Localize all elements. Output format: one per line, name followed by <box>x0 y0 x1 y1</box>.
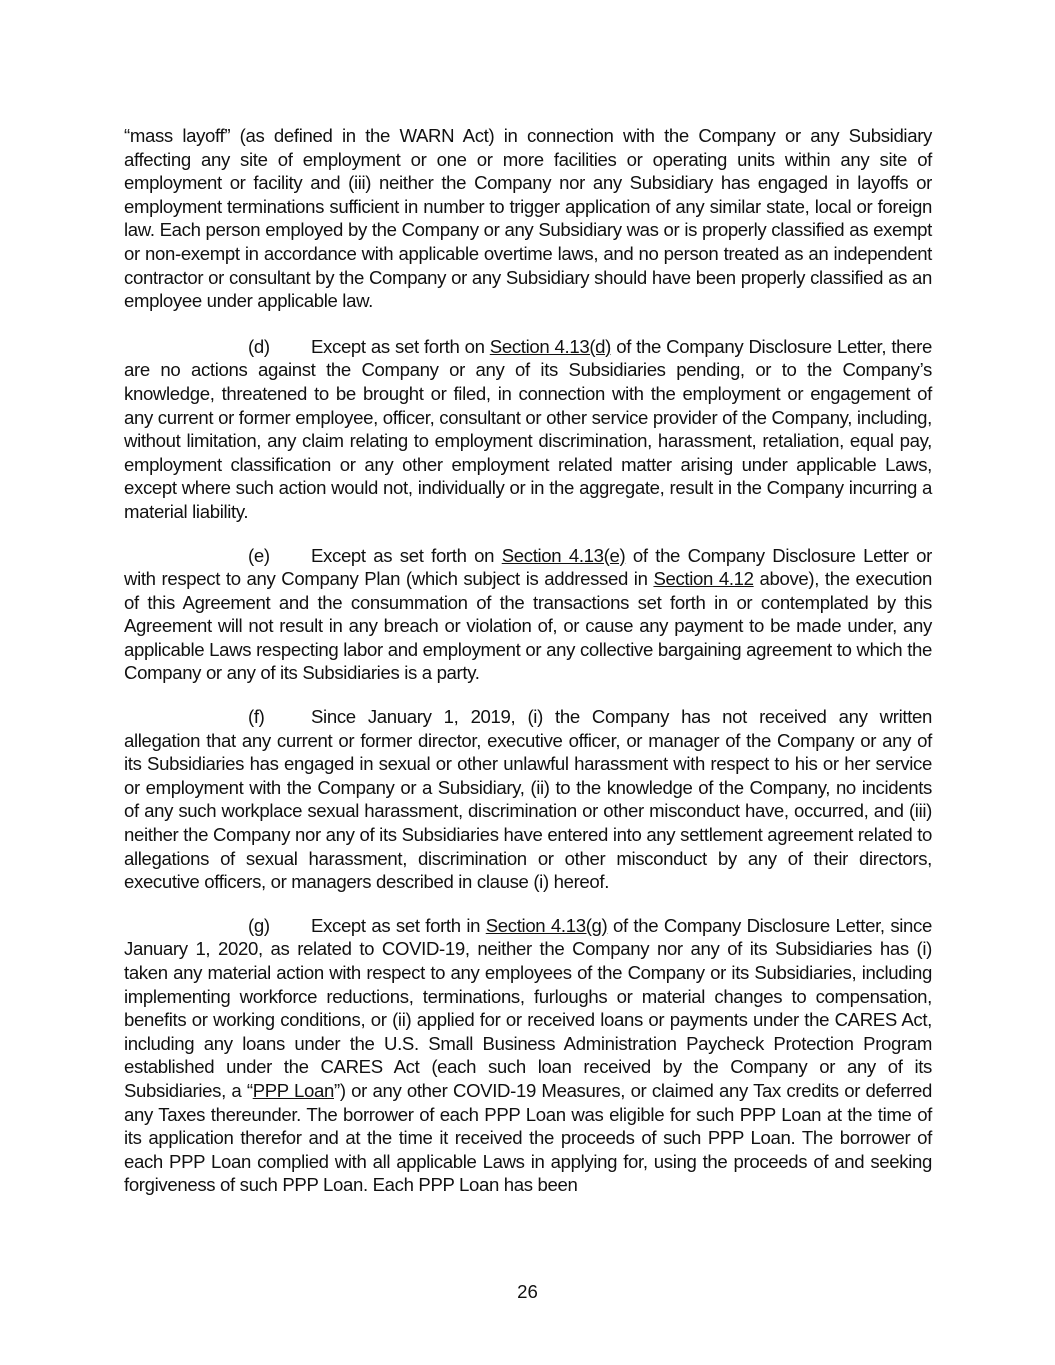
section-ref-4-13-g: Section 4.13(g) <box>485 914 608 936</box>
paragraph-g-label: (g) <box>248 914 270 936</box>
paragraph-f-text-1: Since January 1, 2019, (i) the Company has not received any written allegation that any current or former director, executive officer, or manager of the Company or any of its Subsidiaries has engaged in sexual or other unlawful harassment with respect to his or her service or employment with the Company or a Subsidiary, (ii) to the knowledge of the Company, no incidents of any such workplace sexual harassment, discrimination or other misconduct have, occurred, and (iii) neither the Company nor any of its Subsidiaries have entered into any settlement agreement related to allegations of sexual harassment, discrimination or other misconduct by any of their directors, executive officers, or managers described in clause (i) hereof. <box>124 706 932 893</box>
defined-term-ppp-loan: PPP Loan <box>252 1079 334 1101</box>
section-ref-4-12: Section 4.12 <box>653 568 754 590</box>
paragraph-d-text-1: Except as set forth on <box>311 335 490 357</box>
paragraph-e-label: (e) <box>248 544 270 566</box>
paragraph-g <box>124 914 932 1197</box>
paragraph-e <box>124 544 932 686</box>
section-ref-4-13-e: Section 4.13(e) <box>501 544 626 566</box>
page-number: 26 <box>517 1281 538 1302</box>
paragraph-c-continued <box>124 124 932 313</box>
paragraph-f-label: (f) <box>248 706 265 728</box>
paragraph-e-text-1: Except as set forth on <box>311 544 502 566</box>
paragraph-d-label: (d) <box>248 335 270 357</box>
document-body <box>124 124 932 1217</box>
paragraph-c-continued-text: “mass layoff” (as defined in the WARN Act) in connection with the Company or any Subsidiary affecting any site of employment or one or more facilities or operating units within any site of employment or facility and (iii) neither the Company nor any Subsidiary has engaged in layoffs or employment terminations sufficient in number to trigger application of any similar state, local or foreign law. Each person employed by the Company or any Subsidiary was or is properly classified as exempt or non-exempt in accordance with applicable overtime laws, and no person treated as an independent contractor or consultant by the Company or any Subsidiary should have been properly classified as an employee under applicable law. <box>124 125 932 312</box>
paragraph-g-text-3: ”) or any other COVID-19 Measures, or claimed any Tax credits or deferred any Taxes thereunder. The borrower of each PPP Loan was eligible for such PPP Loan at the time of its application therefor and at the time it received the proceeds of such PPP Loan. The borrower of each PPP Loan complied with all applicable Laws in applying for, using the proceeds of and seeking forgiveness of such PPP Loan. Each PPP Loan has been <box>124 1079 932 1196</box>
paragraph-g-text-1: Except as set forth in <box>311 914 486 936</box>
paragraph-e-text-3: above), the execution of this Agreement and the consummation of the transactions set forth in or contemplated by this Agreement will not result in any breach or violation of, or cause any payment to be made under, any applicable Laws respecting labor and employment or any collective bargaining agreement to which the Company or any of its Subsidiaries is a party. <box>124 568 932 684</box>
paragraph-d <box>124 335 932 524</box>
paragraph-e-text-2: of the Company Disclosure Letter or with respect to any Company Plan (which subject is addressed in <box>124 544 933 590</box>
section-ref-4-13-d: Section 4.13(d) <box>489 335 612 357</box>
paragraph-f <box>124 705 932 894</box>
paragraph-d-text-2: of the Company Disclosure Letter, there are no actions against the Company or any of its Subsidiaries pending, or to the Company’s knowledge, threatened to be brought or filed, in connection with the employment or engagement of any current or former employee, officer, consultant or other service provider of the Company, including, without limitation, any claim relating to employment discrimination, harassment, retaliation, equal pay, employment classification or any other employment related matter arising under applicable Laws, except where such action would not, individually or in the aggregate, result in the Company incurring a material liability. <box>124 335 933 522</box>
paragraph-g-text-2: of the Company Disclosure Letter, since January 1, 2020, as related to COVID-19, neither the Company nor any of its Subsidiaries has (i) taken any material action with respect to any employees of the Company or its Subsidiaries, including implementing workforce reductions, terminations, furloughs or material changes to compensation, benefits or working conditions, or (ii) applied for or received loans or payments under the CARES Act, including any loans under the U.S. Small Business Administration Paycheck Protection Program established under the CARES Act (each such loan received by the Company or any of its Subsidiaries, a “ <box>124 914 932 1101</box>
